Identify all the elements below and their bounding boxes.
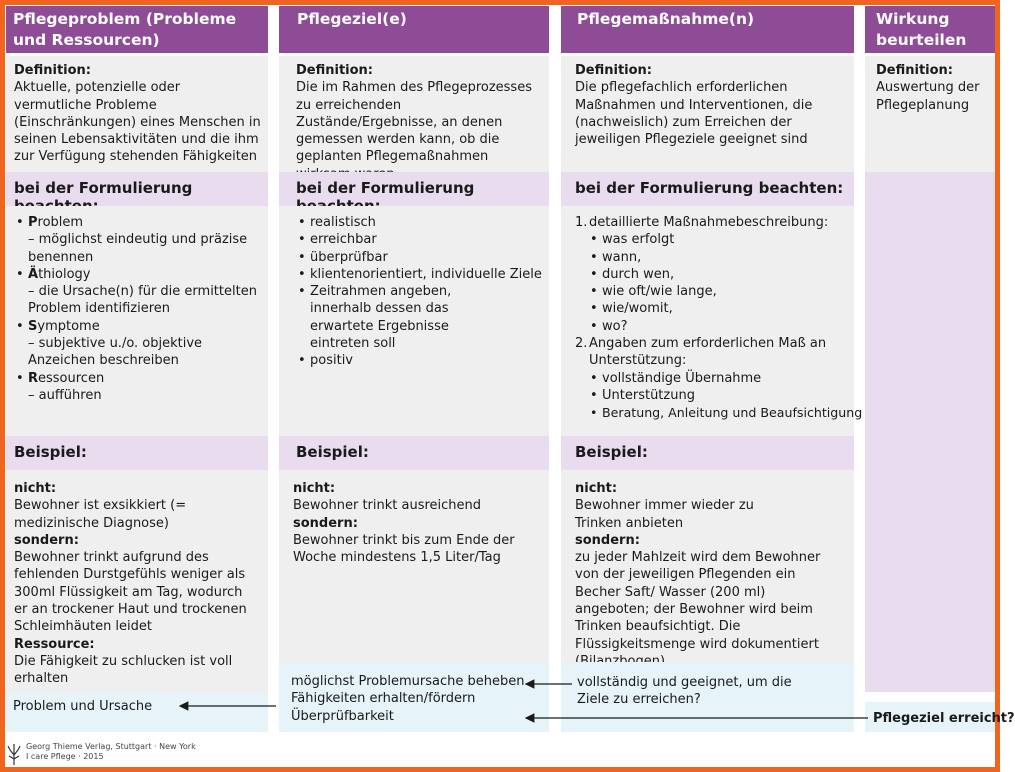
ressource-label: Ressource:	[14, 636, 95, 652]
beispiel-pflegeziel	[279, 470, 549, 662]
list-item: • klientenorientiert, individuelle Ziele	[296, 266, 542, 283]
list-item: • Ressourcen – aufführen	[14, 370, 261, 405]
definition-wirkung	[865, 56, 995, 172]
footer-line: Georg Thieme Verlag, Stuttgart · New York	[26, 742, 196, 751]
list-item: • Problem – möglichst eindeutig und präzise benennen	[14, 214, 261, 266]
list-item: • was erfolgt	[575, 231, 847, 248]
list-item: • wie oft/wie lange,	[575, 283, 847, 300]
definition-text: Aktuelle, potenzielle oder vermutliche Probleme (Einschränkungen) eines Menschen in seinen Lebensaktivitäten und die ihm zur Verfügung stehenden Fähigkeiten	[14, 80, 261, 165]
wirkung-spacer	[865, 172, 995, 692]
nicht-text: Bewohner trinkt ausreichend	[293, 498, 482, 514]
list-item: • positiv	[296, 352, 542, 369]
formulierung-header-massnahme: bei der Formulierung beachten:	[561, 172, 854, 206]
sondern-label: sondern:	[293, 515, 358, 531]
sondern-label: sondern:	[575, 532, 640, 548]
list-item: • Zeitrahmen angeben, innerhalb dessen das erwartete Ergebnisse eintreten soll	[296, 283, 510, 352]
sondern-text: zu jeder Mahlzeit wird dem Bewohner von der jeweiligen Pflegenden ein Becher Saft/ Wasser (200 ml) angeboten; der Bewohner wird beim Trinken beaufsichtigt. Die Flüssigkeitsmenge wird dokumentiert	[575, 550, 821, 652]
rules-pflegemassnahme	[561, 206, 863, 436]
definition-label: Definition:	[876, 63, 954, 78]
list-item: • Symptome – subjektive u./o. objektive Anzeichen beschreiben	[14, 318, 261, 370]
rules-pflegeproblem	[6, 206, 268, 436]
massnahme-sublist-1	[575, 231, 847, 335]
beispiel-pflegemassnahme	[561, 470, 854, 662]
summary-problem-text: Problem und Ursache	[13, 699, 153, 714]
list-item: • Äthiology – die Ursache(n) für die ermittelten Problem identifizieren	[14, 266, 261, 318]
sondern-label: sondern:	[14, 532, 79, 548]
summary-ziel-line: Fähigkeiten erhalten/fördern	[291, 691, 476, 707]
sondern-text: Bewohner trinkt bis zum Ende der Woche mindestens 1,5 Liter/Tag	[293, 532, 515, 566]
problem-rules-list	[14, 214, 261, 404]
sondern-text: Bewohner trinkt aufgrund des fehlenden Durstgefühls weniger als 300ml Flüssigkeit am Tag, wodurch er an trockener Haut und trockenen Schleimhäuten leidet	[14, 550, 247, 635]
beispiel-pflegeproblem	[6, 470, 268, 692]
summary-ziel-line: möglichst Problemursache beheben	[291, 674, 525, 689]
beispiel-header-problem: Beispiel:	[6, 436, 268, 470]
nicht-text: Bewohner ist exsikkiert (= medizinische Diagnose)	[14, 498, 187, 531]
header-wirkung: Wirkung beurteilen	[865, 6, 995, 53]
footer-line: I care Pflege · 2015	[26, 752, 104, 761]
ressource-text: Die Fähigkeit zu schlucken ist voll erhalten	[14, 653, 233, 687]
definition-label: Definition:	[14, 63, 92, 78]
nicht-label: nicht:	[575, 481, 618, 496]
definition-pflegemassnahme	[561, 56, 854, 172]
summary-wirkung	[865, 702, 1015, 732]
formulierung-header-ziel: bei der Formulierung	[279, 172, 549, 206]
definition-text: Die pflegefachlich erforderlichen Maßnahmen und Interventionen, die (nachweislich) zum Erreichen der jeweiligen Pflegeziele geeignet sind	[575, 80, 813, 148]
definition-label: Definition:	[296, 63, 374, 78]
definition-text: Die im Rahmen des Pflegeprozesses zu erreichenden Zustände/Ergebnisse, an denen gemessen werden kann, ob die geplanten Pflegemaßnahmen	[296, 80, 532, 165]
list-item: • vollständige Übernahme	[575, 370, 847, 387]
summary-massnahme-text: vollständig und geeignet, um die Ziele zu erreichen?	[577, 675, 792, 708]
list-item: • Unterstützung	[575, 387, 847, 404]
summary-massnahme	[561, 662, 854, 732]
nicht-text: Bewohner immer wieder zu Trinken anbieten	[575, 498, 754, 531]
summary-wirkung-text: Pflegeziel erreicht?	[873, 711, 1015, 726]
beispiel-header-massnahme: Beispiel:	[561, 436, 854, 470]
list-item: • erreichbar	[296, 231, 542, 248]
header-pflegemassnahme: Pflegemaßnahme(n)	[561, 6, 854, 53]
massnahme-item-1: 1. detaillierte Maßnahmebeschreibung:	[575, 215, 829, 230]
summary-problem	[6, 692, 268, 732]
list-item: • wann,	[575, 249, 847, 266]
list-item: • Beratung, Anleitung und Beaufsichtigung	[575, 404, 847, 421]
nicht-label: nicht:	[14, 481, 57, 496]
definition-pflegeziel	[279, 56, 549, 172]
summary-ziel	[279, 662, 549, 732]
definition-label: Definition:	[575, 63, 653, 78]
definition-text: Auswertung der Pflegeplanung	[876, 80, 980, 113]
formulierung-header-problem: bei der Formulierung	[6, 172, 268, 206]
massnahme-sublist-2	[575, 370, 863, 422]
list-item: • realistisch	[296, 214, 542, 231]
rules-pflegeziel	[279, 206, 549, 436]
list-item: • durch wen,	[575, 266, 847, 283]
summary-ziel-line: Überprüfbarkeit	[291, 708, 394, 724]
definition-pflegeproblem	[6, 56, 268, 172]
massnahme-item-2: 2. Angaben zum erforderlichen Maß an Unterstützung:	[575, 336, 827, 369]
list-item: • wo?	[575, 318, 847, 335]
ziel-rules-list	[296, 214, 542, 370]
tree-logo-icon	[6, 741, 22, 765]
list-item: • wie/womit,	[575, 300, 847, 317]
nicht-label: nicht:	[293, 481, 336, 496]
header-pflegeziel: Pflegeziel(e)	[279, 6, 549, 53]
footer-credit	[26, 742, 196, 762]
header-pflegeproblem: Pflegeproblem (Probleme und Ressourcen)	[6, 6, 268, 53]
list-item: • überprüfbar	[296, 249, 542, 266]
beispiel-header-ziel: Beispiel:	[279, 436, 549, 470]
